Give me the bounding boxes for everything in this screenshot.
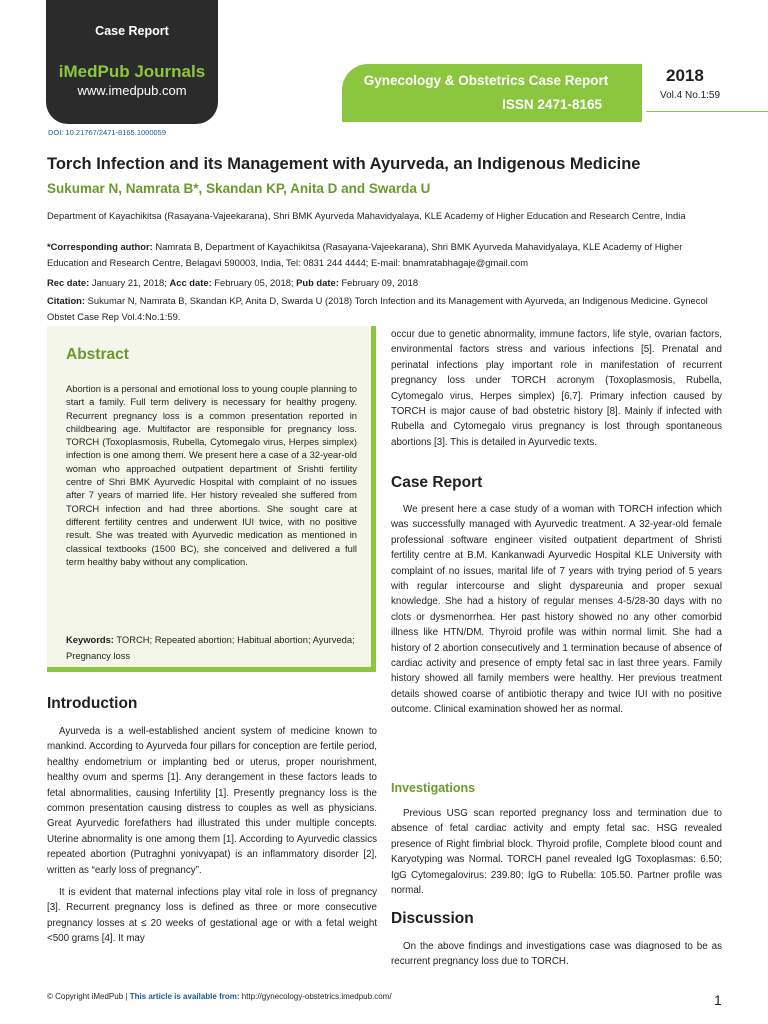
copyright-notice: © Copyright iMedPub | (47, 992, 128, 1001)
corresponding-text: Namrata B, Department of Kayachikitsa (Rasayana-Vajeekarana), Shri BMK Ayurveda Mahavidyalaya, KLE Academy of Higher Education and Research Centre, Belagavi 590003, India, Tel: 0831 244 4444; E-mail: bnamratabhagaje@gmail.com (47, 241, 683, 268)
journal-banner (342, 64, 642, 122)
keywords (66, 632, 357, 663)
article-title: Torch Infection and its Management with Ayurveda, an Indigenous Medicine (47, 155, 641, 173)
article-dates (47, 275, 723, 291)
acc-date: February 05, 2018; (214, 277, 294, 288)
author-list: Sukumar N, Namrata B*, Skandan KP, Anita D and Swarda U (47, 181, 431, 196)
pub-date-label: Pub date: (296, 277, 339, 288)
page-footer (47, 992, 392, 1001)
discussion-paragraph: On the above findings and investigations case was diagnosed to be as recurrent pregnancy loss due to TORCH. (391, 941, 722, 968)
volume-issue: Vol.4 No.1:59 (660, 90, 721, 101)
case-report-heading: Case Report (391, 474, 483, 491)
investigations-paragraph: Previous USG scan reported pregnancy loss and termination due to absence of fetal cardiac activity and empty fetal sac. HSG revealed presence of Right fimbrial block. Thyroid profile, Complete blood count and Karyotyping was Normal. TORCH panel revealed IgG Toxoplasmas: 6.50; IgG Cytomegalovirus: 239.80; IgG to Rubella: 105.50. Partner profile was normal. (391, 808, 722, 897)
corresponding-author (47, 239, 723, 270)
introduction-heading: Introduction (47, 695, 138, 712)
page-number: 1 (714, 992, 722, 1008)
investigations-heading: Investigations (391, 781, 476, 795)
case-report-paragraph: We present here a case study of a woman with TORCH infection which was successfully managed with Ayurvedic treatment. A 32-year-old female professional software engineer visited outpatient department of Shristi fertility centre at B.M. Kankanwadi Ayurvedic Hospital KLE University with complaint of no issues, marital life of 7 years with trying period of 5 years with regular intercourse and slight dyspareunia and proper sexual knowledge. She had a history of regular menses 4-5/28-30 days with no clots or dysmenorrhea. Her past history showed no any other comorbid illness like HTN/DM. Thyroid profile was within normal limit. She had a history of 2 abortion consecutively and 1 termination because of absence of cardiac activity and presence of empty fetal sac in last three years. Family history showed all family members were healthy. Her previous treatment details showed coarse of antibiotic therapy and twice IUI with no positive outcome. Clinical examination showed her as normal. (391, 504, 722, 716)
citation (47, 293, 723, 324)
article-link[interactable]: http://gynecology-obstetrics.imedpub.com/ (241, 992, 392, 1001)
journal-name: Gynecology & Obstetrics Case Report (363, 73, 609, 88)
corresponding-label: *Corresponding author: (47, 241, 153, 252)
citation-text: Sukumar N, Namrata B, Skandan KP, Anita D, Swarda U (2018) Torch Infection and its Management with Ayurveda, an Indigenous Medicine. Gynecol Obstet Case Rep Vol.4:No.1:59. (47, 295, 708, 322)
pub-date: February 09, 2018 (341, 277, 419, 288)
introduction-continued (391, 327, 722, 450)
publisher-url[interactable]: www.imedpub.com (77, 83, 187, 98)
keywords-text: TORCH; Repeated abortion; Habitual abortion; Ayurveda; Pregnancy loss (66, 634, 355, 661)
article-type-label: Case Report (95, 24, 169, 38)
introduction-paragraph-3: occur due to genetic abnormality, immune factors, life style, ovarian factors, environmental factors stress and various infections [5]. Prenatal and perinatal infections play important role in manifestation of recurrent pregnancy loss under TORCH acronym (Toxoplasmosis, Rubella, Cytomegalo virus, Herpes simplex) [6,7]. Primary infection caused by TORCH is major cause of bad obstetric history [8]. Mainly if infected with Rubella and Cytomegalo virus pregnancy is lost through spontaneous abortions [3]. This is detailed in Ayurvedic texts. (391, 329, 722, 448)
rec-date-label: Rec date: (47, 277, 90, 288)
investigations-body (391, 806, 722, 898)
publication-year: 2018 (666, 66, 704, 85)
availability-label: This article is available from: (129, 992, 240, 1001)
doi-link[interactable]: DOI: 10.21767/2471-8165.1000059 (48, 128, 167, 137)
introduction-body (47, 724, 377, 947)
header-divider (646, 111, 768, 112)
abstract-box (47, 326, 376, 672)
journal-issn: ISSN 2471-8165 (502, 97, 602, 112)
introduction-paragraph-2: It is evident that maternal infections play vital role in loss of pregnancy [3]. Recurrent pregnancy loss is defined as three or more consecutive pregnancy losses at ≤ 20 weeks of gestational age or with a fetal weight <500 grams [4]. It may (47, 887, 377, 945)
abstract-heading: Abstract (66, 346, 129, 363)
acc-date-label: Acc date: (169, 277, 212, 288)
journal-brand-box (46, 0, 218, 124)
discussion-heading: Discussion (391, 910, 474, 927)
keywords-label: Keywords: (66, 634, 114, 645)
rec-date: January 21, 2018; (91, 277, 167, 288)
affiliation: Department of Kayachikitsa (Rasayana-Vajeekarana), Shri BMK Ayurveda Mahavidyalaya, KLE Academy of Higher Education and Research Centre, India (47, 210, 686, 221)
citation-label: Citation: (47, 295, 86, 306)
abstract-text: Abortion is a personal and emotional loss to young couple planning to start a family. Full term delivery is necessary for healthy progeny. Recurrent pregnancy loss is a common presentation reported in childbearing age. Multifactor are responsible for pregnancy loss. TORCH (Toxoplasmosis, Rubella, Cytomegalo virus, Herpes simplex) infection is one among them. We present here a case of a 32-year-old woman who approached outpatient department of Srishti fertility centre of Shri BMK Ayurvedic Hospital with complaint of no issues after 7 years of married life. Her history revealed she suffered from TORCH infection and had three abortions. She sought care at different fertility centres and underwent IUI twice, with no positive result. She was treated with Ayurvedic medication as mentioned in classical textbooks (1500 BC), she conceived and delivered a full term healthy baby without any complication. (66, 383, 357, 567)
journal-brand-logo: iMedPub Journals (58, 62, 206, 81)
discussion-body (391, 939, 722, 970)
introduction-paragraph-1: Ayurveda is a well-established ancient system of medicine known to mankind. According to Ayurveda four pillars for conception are fertile period, healthy endometrium or implanting bed or uterus, proper nourishment, healthy ovum and sperms [1]. Any derangement in these factors leads to fetal abnormalities, causing Infertility [1]. Presently pregnancy loss is the common presentation causing distress to couples as well as physicians. Great Ayurvedic forefathers had illustrated this under multiple concepts. Uterine abnormality is one among them [1]. According to Ayurvedic classics repeated abortion (Putraghni yonivyapat) is an inflammatory disorder [2], written as “early loss of pregnancy”. (47, 726, 377, 876)
case-report-body (391, 502, 722, 718)
